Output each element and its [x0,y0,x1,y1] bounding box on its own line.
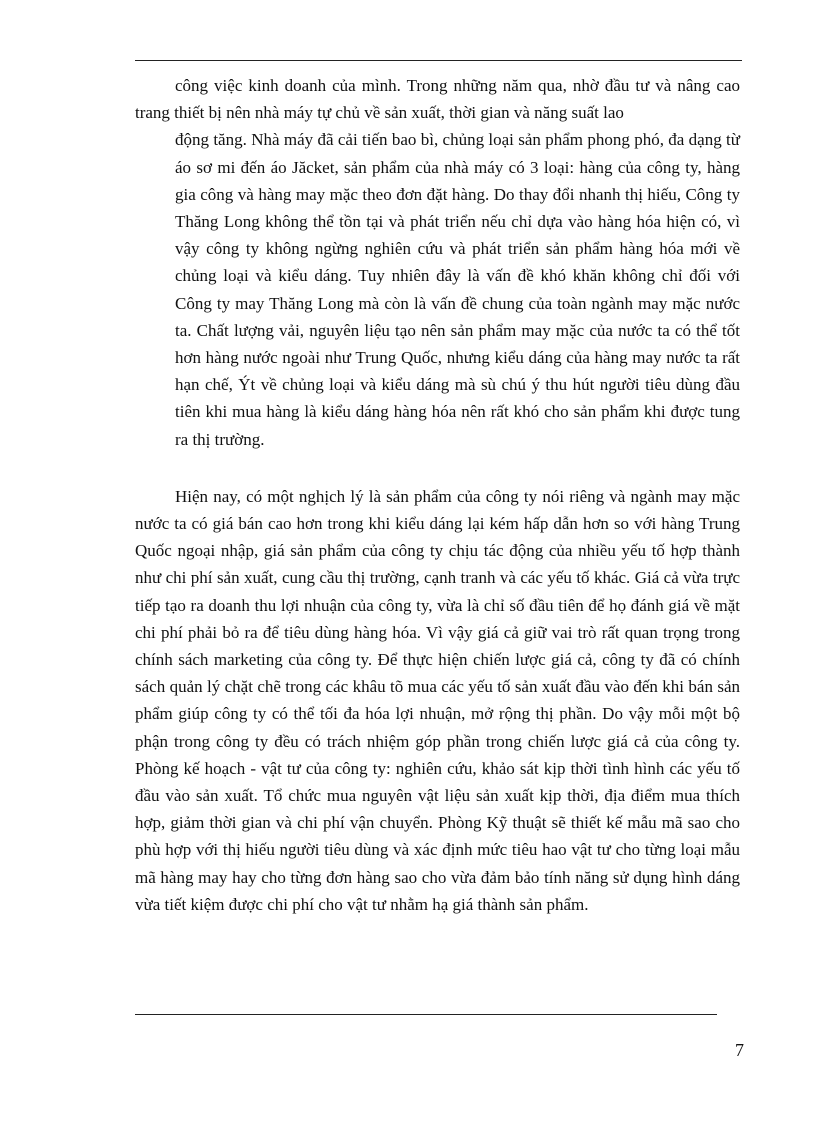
page-number: 7 [735,1040,744,1060]
header-rule [135,60,742,61]
paragraph-gap [135,453,740,483]
footer-rule [135,1014,717,1015]
paragraph-1: công việc kinh doanh của mình. Trong những năm qua, nhờ đầu tư và nâng cao trang thiết bị nên nhà máy tự chủ về sản xuất, thời gian và năng suất lao [135,76,740,123]
document-body [135,72,740,918]
paragraph-3: Hiện nay, có một nghịch lý là sản phẩm của công ty nói riêng và ngành may mặc nước ta có giá bán cao hơn trong khi kiểu dáng lại kém hấp dẫn hơn so với hàng Trung Quốc ngoại nhập, giá sản phẩm của công ty chịu tác động của nhiều yếu tố hợp thành như chi phí sản xuất, cung cầu thị trường, cạnh tranh và các yếu tố khác. Giá cả vừa trực tiếp tạo ra doanh thu lợi nhuận của công ty, vừa là chỉ số đầu tiên để họ đánh giá về mặt chi phí phải bỏ ra để tiêu dùng hàng hóa. Vì vậy giá cả giữ vai trò rất quan trọng trong chính sách marketing của công ty. Để thực hiện chiến lược giá cả, công ty đã có chính sách quản lý chặt chẽ trong các khâu tõ mua các yếu tố sản xuất đầu vào đến khi bán sản phẩm giúp công ty có thể tối đa hóa lợi nhuận, mở rộng thị phần. Do vậy mỗi một bộ phận trong công ty đều có trách nhiệm góp phần trong chiến lược giá cả của công ty. Phòng kế hoạch - vật tư của công ty: nghiên cứu, khảo sát kịp thời tình hình các yếu tố đầu vào sản xuất. Tổ chức mua nguyên vật liệu sản xuất kịp thời, địa điểm mua thích hợp, giảm thời gian và chi phí vận chuyển. Phòng Kỹ thuật sẽ thiết kế mẫu mã sao cho phù hợp với thị hiếu người tiêu dùng và xác định mức tiêu hao vật tư cho từng loại mẫu mã hàng may hay cho từng đơn hàng sao cho vừa đảm bảo tính năng sử dụng hình dáng vừa tiết kiệm được chi phí cho vật tư nhằm hạ giá thành sản phẩm. [135,486,740,914]
paragraph-2: động tăng. Nhà máy đã cải tiến bao bì, chủng loại sản phẩm phong phó, đa dạng từ áo sơ mi đến áo Jăcket, sản phẩm của nhà máy có 3 loại: hàng của công ty, hàng gia công và hàng may mặc theo đơn đặt hàng. Do thay đổi nhanh thị hiếu, Công ty Thăng Long không thể tồn tại và phát triển nếu chỉ dựa vào hàng hóa hiện có, vì vậy công ty không ngừng nghiên cứu và phát triển sản phẩm hàng hóa mới về chủng loại và kiểu dáng. Tuy nhiên đây là vấn đề khó khăn không chỉ đối với Công ty may Thăng Long mà còn là vấn đề chung của toàn ngành may mặc nước ta. Chất lượng vải, nguyên liệu tạo nên sản phẩm may mặc của nước ta có thể tốt hơn hàng nước ngoài như Trung Quốc, nhưng kiểu dáng của hàng may nước ta rất hạn chế, Ýt về chủng loại và kiểu dáng mà sù chú ý thu hút người tiêu dùng đầu tiên khi mua hàng là kiểu dáng hàng hóa nên rất khó cho sản phẩm khi được tung ra thị trường. [175,130,740,449]
